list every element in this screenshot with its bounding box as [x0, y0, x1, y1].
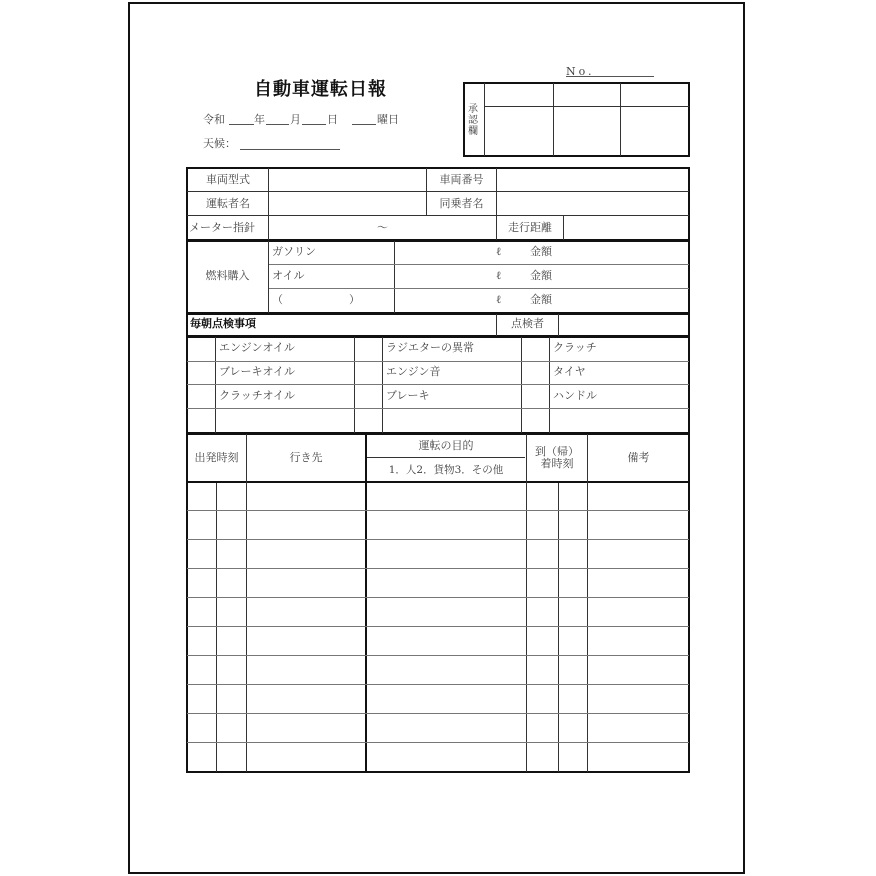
- approval-divider: [484, 106, 689, 107]
- inspection-item: クラッチオイル: [219, 389, 296, 402]
- arrival-label: 着時刻: [540, 457, 574, 470]
- fuel-amount-label: 金額: [530, 269, 552, 282]
- weather-label: 天候：: [203, 137, 236, 150]
- day-field[interactable]: [302, 124, 326, 125]
- fuel-row-line: [269, 288, 689, 289]
- purpose-options: 1．人2．貨物3．その他: [388, 464, 504, 476]
- inspection-header-line: [558, 314, 559, 336]
- log-header-line: [187, 481, 689, 483]
- log-row-line: [187, 742, 689, 743]
- log-col-line: [246, 434, 247, 772]
- approval-box: [463, 82, 690, 157]
- inspector-label: 点検者: [511, 317, 544, 330]
- date-day-label: 日: [327, 113, 338, 126]
- log-row-line: [187, 684, 689, 685]
- fuel-col-line: [394, 241, 395, 313]
- year-field[interactable]: [229, 124, 254, 125]
- log-row-line: [187, 539, 689, 540]
- date-month-label: 月: [290, 113, 301, 126]
- page-title: 自動車運転日報: [254, 79, 387, 100]
- fuel-amount-label: 金額: [530, 293, 552, 306]
- inspection-item: クラッチ: [553, 341, 597, 354]
- inspection-col-line: [549, 337, 550, 433]
- date-era: 令和: [203, 113, 225, 126]
- inspection-row-line: [187, 361, 689, 362]
- fuel-label: 燃料購入: [205, 269, 250, 282]
- distance-label: 走行距離: [508, 221, 552, 234]
- vehicle-number-label: 車両番号: [439, 173, 484, 186]
- vehicle-row-line: [187, 191, 689, 192]
- inspection-row-line: [187, 384, 689, 385]
- inspection-col-line: [215, 337, 216, 433]
- inspection-col-line: [382, 337, 383, 433]
- inspection-header: [186, 313, 690, 337]
- driving-log-table: [186, 433, 690, 773]
- inspection-item: ラジエターの異常: [386, 341, 474, 354]
- approval-label: 承認欄: [468, 104, 478, 137]
- destination-label: 行き先: [289, 451, 323, 464]
- inspection-item: タイヤ: [553, 365, 586, 378]
- inspection-row-line: [187, 408, 689, 409]
- log-row-line: [187, 655, 689, 656]
- approval-divider: [620, 83, 621, 156]
- meter-label: メーター指針: [189, 221, 255, 234]
- log-row-line: [187, 568, 689, 569]
- approval-divider: [553, 83, 554, 156]
- log-col-line: [587, 434, 588, 772]
- inspection-item: ハンドル: [553, 389, 597, 402]
- log-col-line: [558, 483, 559, 772]
- departure-label: 出発時刻: [194, 451, 239, 464]
- weekday-field[interactable]: [352, 124, 376, 125]
- remarks-label: 備考: [627, 451, 650, 464]
- log-row-line: [187, 713, 689, 714]
- fuel-name: オイル: [272, 269, 305, 282]
- log-col-line: [526, 434, 527, 772]
- approval-divider: [484, 83, 485, 156]
- inspection-col-line: [521, 337, 522, 433]
- no-underline: [566, 76, 654, 77]
- fuel-amount-label: 金額: [530, 245, 552, 258]
- log-col-line: [216, 483, 217, 772]
- driver-label: 運転者名: [206, 197, 250, 210]
- fuel-name: ガソリン: [272, 245, 316, 258]
- vehicle-col-line: [496, 168, 497, 215]
- date-weekday-label: 曜日: [377, 113, 399, 126]
- vehicle-col-line: [563, 216, 564, 240]
- vehicle-row-line: [187, 215, 689, 216]
- inspection-item: ブレーキ: [386, 389, 430, 402]
- weather-field[interactable]: [240, 149, 340, 150]
- arrival-label: 到（帰）: [535, 445, 579, 458]
- log-row-line: [187, 626, 689, 627]
- month-field[interactable]: [266, 124, 289, 125]
- vehicle-model-label: 車両型式: [206, 173, 250, 186]
- inspection-col-line: [354, 337, 355, 433]
- no-label: No.: [566, 65, 595, 78]
- inspection-item: エンジンオイル: [219, 341, 295, 354]
- log-row-line: [187, 597, 689, 598]
- purpose-label: 運転の目的: [418, 439, 474, 452]
- log-col-line: [365, 434, 367, 772]
- fuel-unit: ℓ: [496, 269, 502, 282]
- fuel-row-line: [269, 264, 689, 265]
- fuel-col-line: [268, 241, 269, 313]
- passenger-label: 同乗者名: [439, 197, 484, 210]
- inspection-title: 毎朝点検事項: [190, 317, 256, 330]
- fuel-unit: ℓ: [496, 293, 502, 306]
- inspection-item: エンジン音: [386, 365, 441, 378]
- fuel-name: （ ）: [272, 293, 360, 306]
- log-purpose-line: [367, 457, 525, 458]
- meter-separator: ～: [377, 221, 388, 234]
- fuel-unit: ℓ: [496, 245, 502, 258]
- log-row-line: [187, 510, 689, 511]
- inspection-item: ブレーキオイル: [219, 365, 296, 378]
- date-year-label: 年: [254, 113, 265, 126]
